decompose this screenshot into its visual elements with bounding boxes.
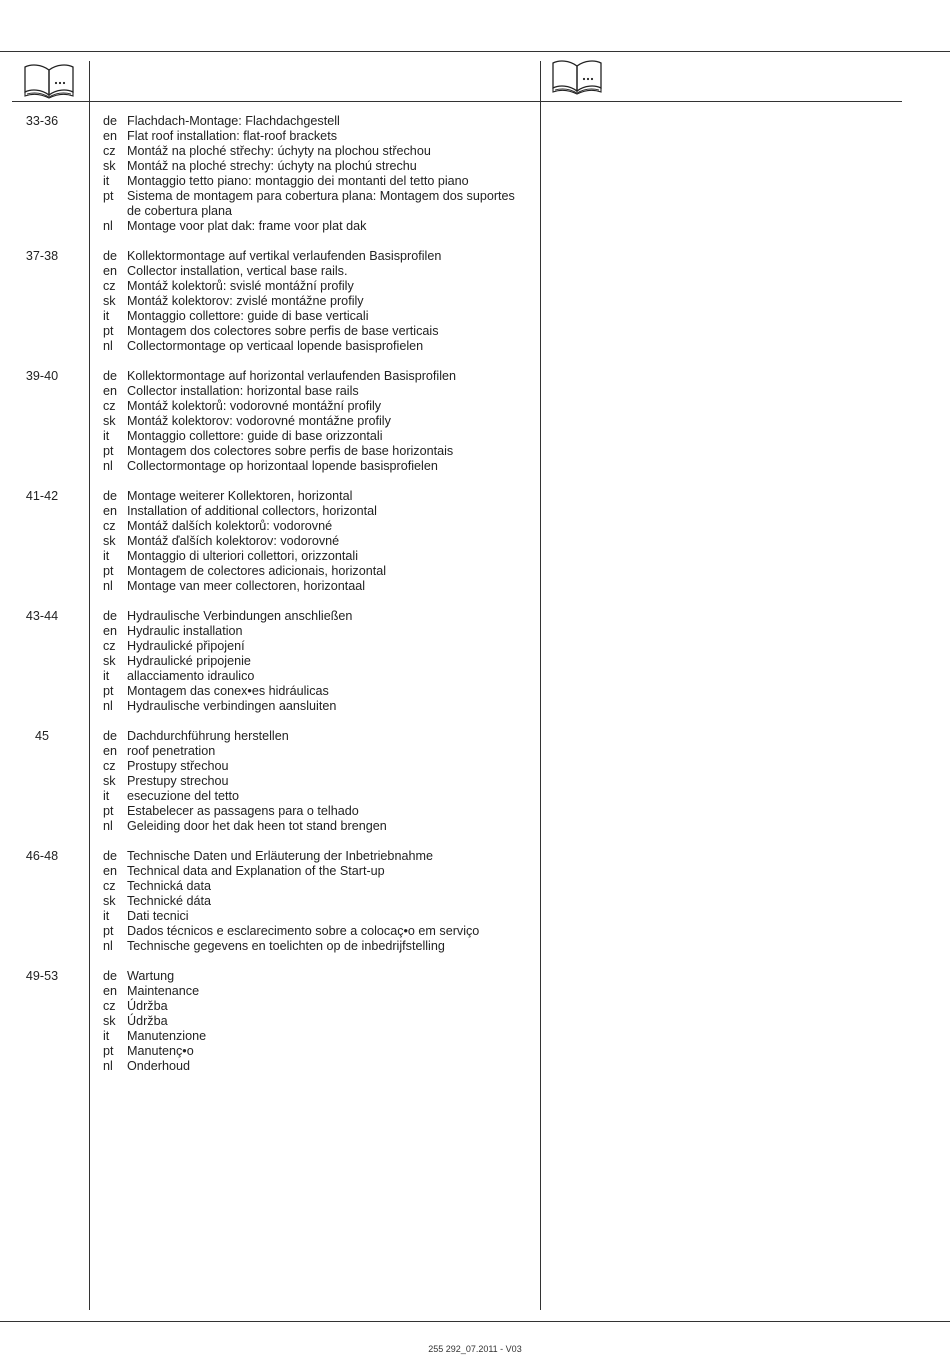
translation-line — [103, 1014, 540, 1029]
center-divider — [540, 61, 541, 1310]
section-title: Montage weiterer Kollektoren, horizontal — [127, 489, 353, 503]
translation-line — [103, 264, 540, 279]
language-code: pt — [103, 444, 114, 458]
translation-line — [103, 159, 540, 174]
section-title: Údržba — [127, 999, 168, 1013]
language-code: it — [103, 309, 110, 323]
language-code: nl — [103, 459, 113, 473]
language-code: en — [103, 624, 118, 638]
translation-list — [103, 609, 540, 714]
translation-line — [103, 924, 540, 939]
translation-line — [103, 564, 540, 579]
translation-line — [103, 909, 540, 924]
translation-line — [103, 429, 540, 444]
translation-line — [103, 609, 540, 624]
translation-line — [103, 144, 540, 159]
contents-entry — [0, 369, 540, 474]
contents-entry — [0, 114, 540, 234]
translation-line — [103, 789, 540, 804]
translation-line — [103, 669, 540, 684]
language-code: nl — [103, 339, 113, 353]
language-code: sk — [103, 654, 116, 668]
section-title: Dati tecnici — [127, 909, 189, 923]
contents-entry — [0, 849, 540, 954]
section-title: esecuzione del tetto — [127, 789, 240, 803]
translation-line — [103, 804, 540, 819]
contents-entry — [0, 969, 540, 1074]
language-code: de — [103, 849, 118, 863]
contents-entry — [0, 609, 540, 714]
language-code: pt — [103, 684, 114, 698]
page-range: 39-40 — [25, 369, 59, 383]
section-title: Geleiding door het dak heen tot stand brengen — [127, 819, 387, 833]
language-code: en — [103, 744, 118, 758]
section-title: Hydraulické pripojenie — [127, 654, 251, 668]
language-code: en — [103, 264, 118, 278]
language-code: sk — [103, 1014, 116, 1028]
language-code: pt — [103, 1044, 114, 1058]
translation-list — [103, 489, 540, 594]
translation-line — [103, 999, 540, 1014]
translation-line — [103, 279, 540, 294]
translation-line — [103, 489, 540, 504]
translation-list — [103, 249, 540, 354]
translation-list — [103, 849, 540, 954]
section-title: Montáž kolektorov: vodorovné montážne profily — [127, 414, 391, 428]
translation-line — [103, 984, 540, 999]
section-title: Estabelecer as passagens para o telhado — [127, 804, 359, 818]
language-code: en — [103, 129, 118, 143]
translation-line — [103, 849, 540, 864]
translation-list — [103, 729, 540, 834]
translation-line — [103, 549, 540, 564]
section-title: Technical data and Explanation of the Start-up — [127, 864, 385, 878]
section-title: allacciamento idraulico — [127, 669, 255, 683]
translation-list — [103, 369, 540, 474]
language-code: cz — [103, 144, 116, 158]
translation-line — [103, 1029, 540, 1044]
language-code: pt — [103, 804, 114, 818]
page-range: 46-48 — [25, 849, 59, 863]
translation-line — [103, 504, 540, 519]
section-title: Flat roof installation: flat-roof brackets — [127, 129, 337, 143]
language-code: it — [103, 549, 110, 563]
translation-line — [103, 684, 540, 699]
section-title: Montáž dalších kolektorů: vodorovné — [127, 519, 333, 533]
translation-line — [103, 459, 540, 474]
language-code: cz — [103, 879, 116, 893]
section-title: Montáž na ploché strechy: úchyty na plochú strechu — [127, 159, 417, 173]
translation-line — [103, 894, 540, 909]
page-range: 37-38 — [25, 249, 59, 263]
section-title: Montagem das conex•es hidráulicas — [127, 684, 329, 698]
translation-line — [103, 129, 540, 144]
translation-line — [103, 384, 540, 399]
translation-line — [103, 969, 540, 984]
manual-book-icon — [23, 62, 75, 102]
translation-line — [103, 759, 540, 774]
language-code: it — [103, 789, 110, 803]
language-code: cz — [103, 519, 116, 533]
language-code: nl — [103, 699, 113, 713]
section-title: Sistema de montagem para cobertura plana: Montagem dos suportes de cobertura plana — [127, 189, 515, 218]
section-title: Montáž kolektorů: svislé montážní profily — [127, 279, 354, 293]
section-title: Collector installation: horizontal base rails — [127, 384, 359, 398]
header-rule — [12, 101, 902, 102]
section-title: roof penetration — [127, 744, 216, 758]
page-range: 33-36 — [25, 114, 59, 128]
language-code: de — [103, 114, 118, 128]
translation-line — [103, 294, 540, 309]
translation-line — [103, 939, 540, 954]
language-code: it — [103, 669, 110, 683]
section-title: Montage voor plat dak: frame voor plat dak — [127, 219, 367, 233]
language-code: cz — [103, 279, 116, 293]
section-title: Dados técnicos e esclarecimento sobre a colocaç•o em serviço — [127, 924, 480, 938]
top-rule — [0, 51, 950, 52]
translation-line — [103, 309, 540, 324]
translation-line — [103, 624, 540, 639]
section-title: Montáž kolektorů: vodorovné montážní profily — [127, 399, 382, 413]
translation-line — [103, 249, 540, 264]
language-code: de — [103, 609, 118, 623]
language-code: sk — [103, 774, 116, 788]
translation-line — [103, 1044, 540, 1059]
section-title: Technická data — [127, 879, 212, 893]
section-title: Kollektormontage auf horizontal verlaufenden Basisprofilen — [127, 369, 457, 383]
section-title: Hydraulische verbindingen aansluiten — [127, 699, 337, 713]
language-code: en — [103, 384, 118, 398]
contents-entry — [0, 249, 540, 354]
translation-list — [103, 969, 540, 1074]
language-code: sk — [103, 414, 116, 428]
section-title: Montáž na ploché střechy: úchyty na plochou střechou — [127, 144, 431, 158]
section-title: Wartung — [127, 969, 175, 983]
language-code: it — [103, 429, 110, 443]
section-title: Technische gegevens en toelichten op de inbedrijfstelling — [127, 939, 445, 953]
language-code: sk — [103, 159, 116, 173]
translation-line — [103, 879, 540, 894]
section-title: Hydraulické připojení — [127, 639, 245, 653]
translation-line — [103, 189, 540, 219]
language-code: nl — [103, 219, 113, 233]
section-title: Maintenance — [127, 984, 200, 998]
section-title: Manutenzione — [127, 1029, 207, 1043]
section-title: Onderhoud — [127, 1059, 191, 1073]
language-code: cz — [103, 999, 116, 1013]
section-title: Hydraulic installation — [127, 624, 243, 638]
language-code: de — [103, 489, 118, 503]
translation-line — [103, 339, 540, 354]
section-title: Flachdach-Montage: Flachdachgestell — [127, 114, 340, 128]
contents-entry — [0, 729, 540, 834]
translation-line — [103, 819, 540, 834]
section-title: Údržba — [127, 1014, 168, 1028]
translation-line — [103, 729, 540, 744]
language-code: cz — [103, 759, 116, 773]
section-title: Montaggio di ulteriori collettori, orizzontali — [127, 549, 358, 563]
language-code: cz — [103, 399, 116, 413]
translation-line — [103, 369, 540, 384]
translation-line — [103, 519, 540, 534]
section-title: Technische Daten und Erläuterung der Inbetriebnahme — [127, 849, 433, 863]
language-code: it — [103, 1029, 110, 1043]
manual-book-icon — [551, 58, 603, 98]
document-code: 255 292_07.2011 - V03 — [428, 1344, 522, 1354]
section-title: Montaggio tetto piano: montaggio dei montanti del tetto piano — [127, 174, 469, 188]
section-title: Kollektormontage auf vertikal verlaufenden Basisprofilen — [127, 249, 442, 263]
language-code: it — [103, 909, 110, 923]
language-code: de — [103, 369, 118, 383]
translation-line — [103, 864, 540, 879]
page-range: 43-44 — [25, 609, 59, 623]
language-code: sk — [103, 894, 116, 908]
translation-line — [103, 399, 540, 414]
section-title: Prestupy strechou — [127, 774, 229, 788]
section-title: Montagem dos colectores sobre perfis de base verticais — [127, 324, 439, 338]
section-title: Montage van meer collectoren, horizontaal — [127, 579, 366, 593]
section-title: Montaggio collettore: guide di base orizzontali — [127, 429, 383, 443]
language-code: pt — [103, 324, 114, 338]
translation-line — [103, 534, 540, 549]
language-code: sk — [103, 294, 116, 308]
section-title: Manutenç•o — [127, 1044, 194, 1058]
translation-line — [103, 579, 540, 594]
section-title: Collectormontage op horizontaal lopende basisprofielen — [127, 459, 438, 473]
translation-line — [103, 744, 540, 759]
language-code: cz — [103, 639, 116, 653]
language-code: de — [103, 729, 118, 743]
translation-list — [103, 114, 540, 234]
language-code: en — [103, 984, 118, 998]
language-code: nl — [103, 939, 113, 953]
language-code: pt — [103, 189, 114, 203]
translation-line — [103, 444, 540, 459]
section-title: Technické dáta — [127, 894, 212, 908]
language-code: nl — [103, 1059, 113, 1073]
translation-line — [103, 639, 540, 654]
section-title: Montáž kolektorov: zvislé montážne profily — [127, 294, 364, 308]
language-code: nl — [103, 579, 113, 593]
section-title: Dachdurchführung herstellen — [127, 729, 289, 743]
translation-line — [103, 699, 540, 714]
language-code: de — [103, 249, 118, 263]
page-range: 49-53 — [25, 969, 59, 983]
translation-line — [103, 654, 540, 669]
section-title: Collectormontage op verticaal lopende basisprofielen — [127, 339, 424, 353]
translation-line — [103, 219, 540, 234]
language-code: it — [103, 174, 110, 188]
bottom-rule — [0, 1321, 950, 1322]
translation-line — [103, 174, 540, 189]
translation-line — [103, 774, 540, 789]
section-title: Hydraulische Verbindungen anschließen — [127, 609, 353, 623]
translation-line — [103, 114, 540, 129]
language-code: de — [103, 969, 118, 983]
section-title: Installation of additional collectors, horizontal — [127, 504, 377, 518]
section-title: Montáž ďalších kolektorov: vodorovné — [127, 534, 340, 548]
section-title: Collector installation, vertical base rails. — [127, 264, 348, 278]
section-title: Prostupy střechou — [127, 759, 229, 773]
language-code: sk — [103, 534, 116, 548]
language-code: pt — [103, 564, 114, 578]
translation-line — [103, 1059, 540, 1074]
section-title: Montagem dos colectores sobre perfis de base horizontais — [127, 444, 454, 458]
section-title: Montagem de colectores adicionais, horizontal — [127, 564, 387, 578]
language-code: en — [103, 864, 118, 878]
contents-entry — [0, 489, 540, 594]
page-range: 45 — [34, 729, 49, 743]
language-code: nl — [103, 819, 113, 833]
translation-line — [103, 414, 540, 429]
page-range: 41-42 — [25, 489, 59, 503]
contents-list — [0, 114, 540, 1089]
section-title: Montaggio collettore: guide di base verticali — [127, 309, 369, 323]
language-code: pt — [103, 924, 114, 938]
translation-line — [103, 324, 540, 339]
language-code: en — [103, 504, 118, 518]
